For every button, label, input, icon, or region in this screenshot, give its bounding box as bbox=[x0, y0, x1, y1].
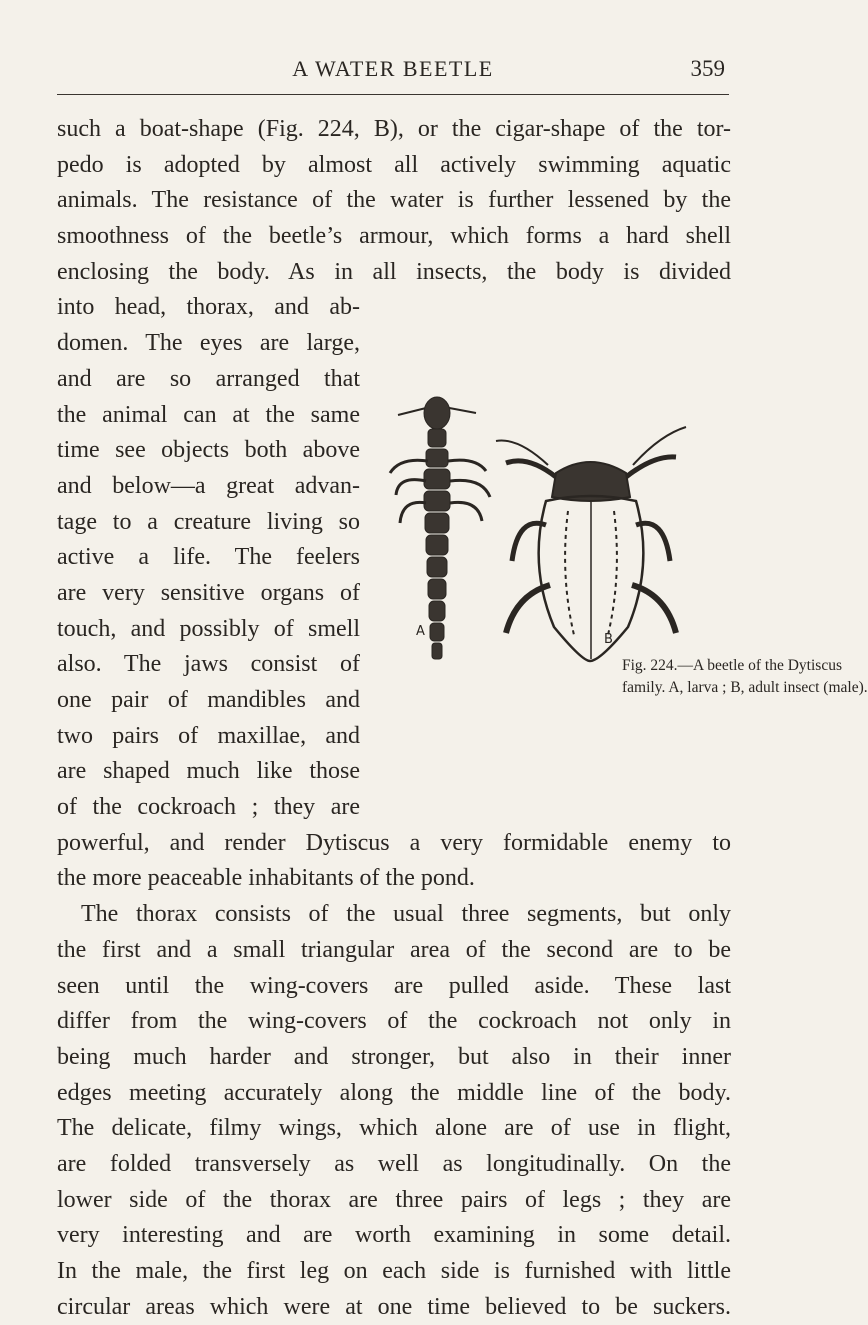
text-line: circular areas which were at one time believed to be suckers. bbox=[57, 1293, 731, 1320]
caption-line: Fig. 224.—A beetle of the Dytiscus bbox=[622, 657, 842, 674]
header-rule bbox=[57, 94, 729, 95]
text-line: are folded transversely as well as longitudinally. On the bbox=[57, 1150, 731, 1177]
figure-caption bbox=[622, 655, 868, 699]
page-number: 359 bbox=[690, 56, 725, 81]
text-line: into head, thorax, and ab- bbox=[57, 294, 360, 321]
text-line: being much harder and stronger, but also in their inner bbox=[57, 1043, 731, 1070]
text-line: The thorax consists of the usual three segments, but only bbox=[81, 901, 731, 928]
text-line: lower side of the thorax are three pairs of legs ; they are bbox=[57, 1186, 731, 1213]
text-line: two pairs of maxillae, and bbox=[57, 722, 360, 749]
text-line: touch, and possibly of smell bbox=[57, 615, 360, 642]
text-line: are shaped much like those bbox=[57, 758, 360, 785]
text-line: domen. The eyes are large, bbox=[57, 330, 360, 357]
text-line: are very sensitive organs of bbox=[57, 579, 360, 606]
page-header bbox=[57, 50, 729, 90]
text-line: the more peaceable inhabitants of the pond. bbox=[57, 865, 475, 892]
adult-beetle-drawing bbox=[496, 427, 686, 661]
larva-drawing bbox=[390, 397, 490, 659]
text-line: edges meeting accurately along the middle line of the body. bbox=[57, 1079, 731, 1106]
text-line: the animal can at the same bbox=[57, 401, 360, 428]
text-line: time see objects both above bbox=[57, 437, 360, 464]
text-line: tage to a creature living so bbox=[57, 508, 360, 535]
text-line: active a life. The feelers bbox=[57, 544, 360, 571]
text-line: one pair of mandibles and bbox=[57, 687, 360, 713]
text-line: the first and a small triangular area of the second are to be bbox=[57, 936, 731, 963]
text-line: smoothness of the beetle’s armour, which forms a hard shell bbox=[57, 223, 731, 250]
text-line: differ from the wing-covers of the cockroach not only in bbox=[57, 1008, 731, 1035]
text-line: In the male, the first leg on each side is furnished with little bbox=[57, 1258, 731, 1284]
text-line: animals. The resistance of the water is further lessened by the bbox=[57, 187, 731, 214]
text-line: and below—a great advan- bbox=[57, 472, 360, 499]
text-line: seen until the wing-covers are pulled aside. These last bbox=[57, 972, 731, 999]
figure-label-b: B bbox=[604, 632, 613, 647]
text-line: and are so arranged that bbox=[57, 365, 360, 392]
text-line: very interesting and are worth examining in some detail. bbox=[57, 1222, 731, 1249]
body-text bbox=[57, 112, 731, 1325]
text-line: pedo is adopted by almost all actively swimming aquatic bbox=[57, 151, 731, 178]
text-line: enclosing the body. As in all insects, the body is divided bbox=[57, 258, 731, 285]
caption-line: family. A, larva ; B, adult insect (male). bbox=[622, 679, 868, 696]
running-head: A WATER BEETLE bbox=[292, 56, 494, 81]
text-line: powerful, and render Dytiscus a very formidable enemy to bbox=[57, 829, 731, 856]
text-line: also. The jaws consist of bbox=[57, 651, 360, 678]
text-line: of the cockroach ; they are bbox=[57, 794, 360, 821]
figure-label-a: A bbox=[416, 624, 425, 639]
text-line: such a boat-shape (Fig. 224, B), or the cigar-shape of the tor- bbox=[57, 116, 731, 142]
text-line: The delicate, filmy wings, which alone are of use in flight, bbox=[57, 1115, 731, 1142]
beetle-illustration bbox=[378, 365, 788, 665]
